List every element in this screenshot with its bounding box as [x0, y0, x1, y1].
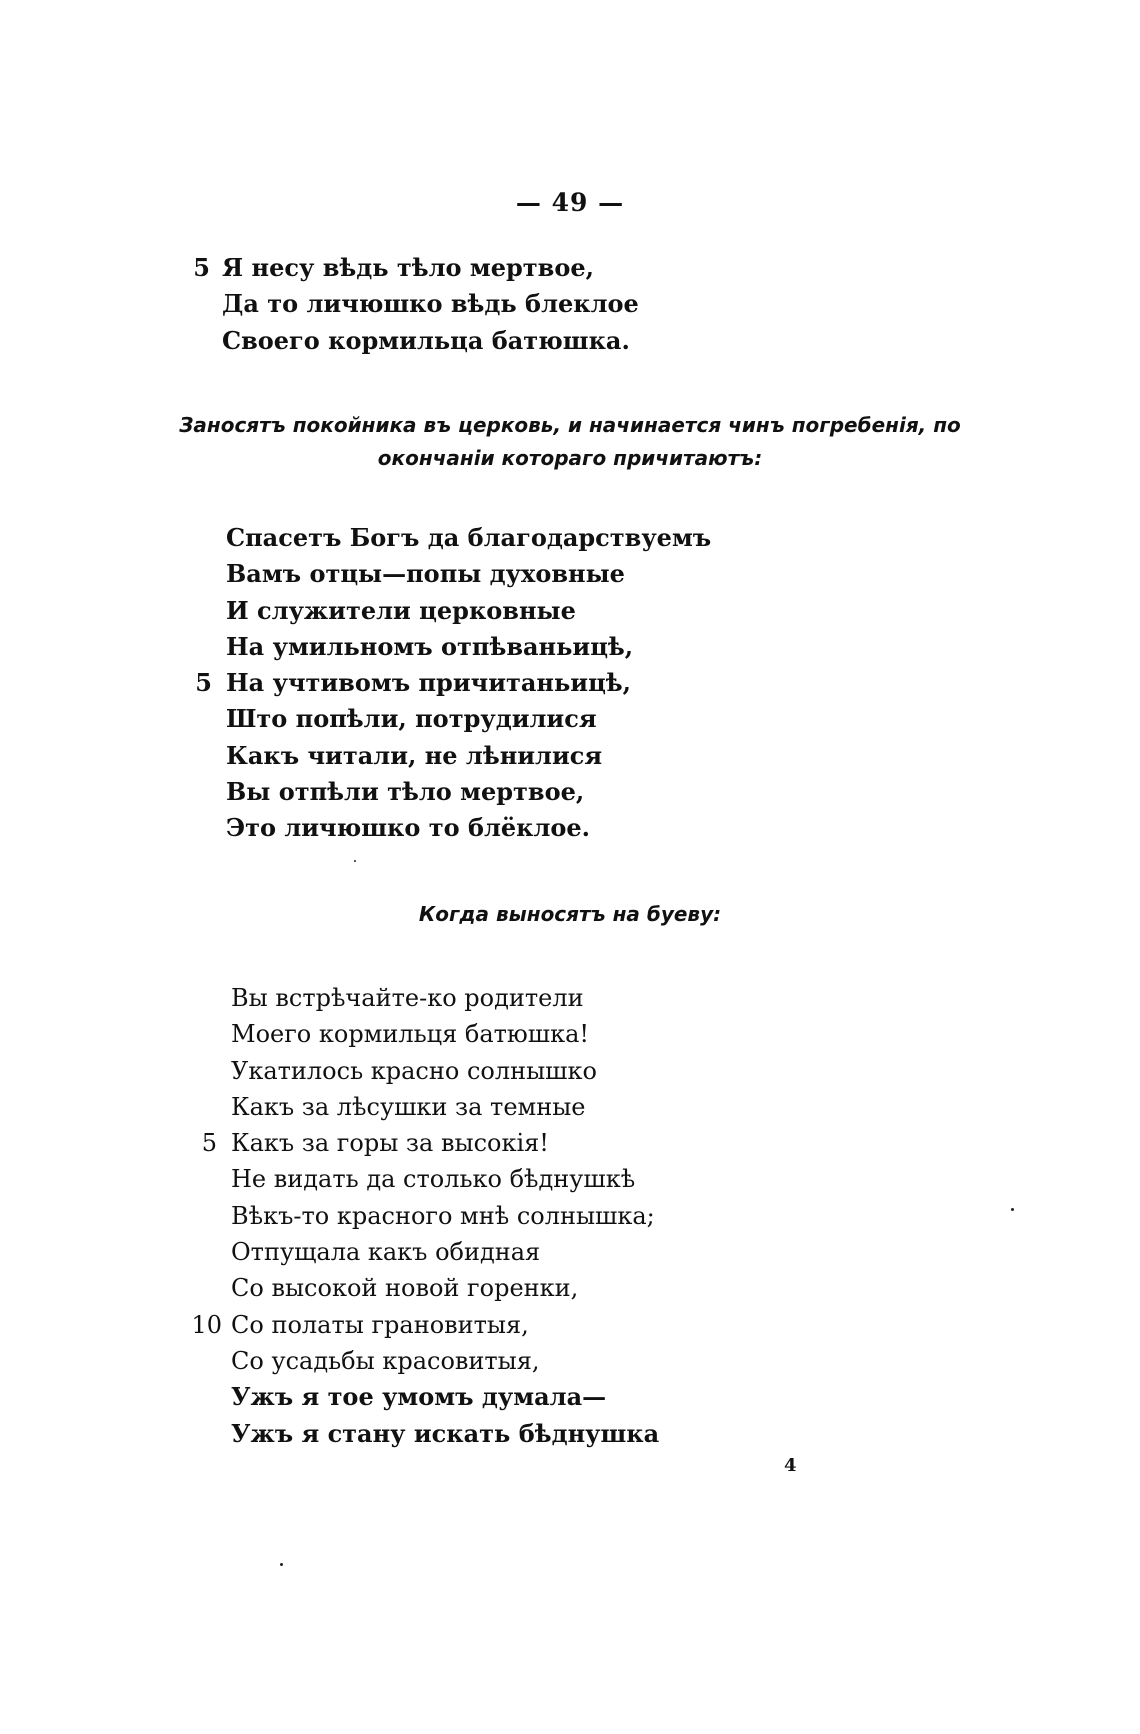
verse-line	[0, 1270, 1140, 1306]
verse-line	[0, 1016, 1140, 1052]
verse-line	[0, 1416, 1140, 1452]
verse-line	[0, 1307, 1140, 1343]
line-number: 5	[195, 668, 212, 698]
stage-direction-1	[0, 409, 1140, 475]
verse-text: Со высокой новой горенки,	[231, 1274, 579, 1303]
verse-line	[0, 629, 1140, 665]
verse-text: Не видать да столько бѣднушкѣ	[231, 1165, 636, 1194]
verse-text: Со полаты грановитыя,	[231, 1310, 529, 1339]
verse-line	[0, 1053, 1140, 1089]
line-number: 10	[191, 1310, 222, 1339]
verse-text: Да то личюшко вѣдь блеклое	[222, 289, 639, 319]
verse-line	[0, 980, 1140, 1016]
verse-text: Ужъ я тое умомъ думала—	[231, 1382, 607, 1412]
verse-line	[0, 1161, 1140, 1197]
verse-text: На учтивомъ причитаньицѣ,	[226, 668, 632, 698]
verse-text: Я несу вѣдь тѣло мертвое,	[222, 253, 594, 282]
verse-text: Какъ за лѣсушки за темные	[231, 1092, 586, 1121]
line-number: 5	[201, 1129, 217, 1158]
stanza-2	[0, 520, 1140, 847]
verse-line	[0, 323, 1140, 359]
scan-speck	[354, 860, 356, 862]
verse-text: Спасетъ Богъ да благодарствуемъ	[226, 523, 712, 552]
verse-text: Своего кормильца батюшка.	[222, 325, 630, 355]
verse-text: Отпущала какъ обидная	[231, 1238, 541, 1267]
verse-line	[0, 810, 1140, 846]
verse-line	[0, 520, 1140, 556]
verse-text: Моего кормильця батюшка!	[231, 1020, 590, 1049]
verse-line	[0, 1234, 1140, 1270]
verse-text: Вѣкъ-то красного мнѣ солнышка;	[231, 1201, 655, 1230]
verse-line	[0, 1343, 1140, 1379]
stage-direction-line: Заносятъ покойника въ церковь, и начинается чинъ погребенія, по	[179, 413, 961, 437]
verse-line	[0, 665, 1140, 701]
signature-mark: 4	[784, 1455, 797, 1476]
stanza-1	[0, 250, 1140, 359]
stanza-3	[0, 980, 1140, 1452]
verse-text: Это личюшко то блёклое.	[226, 813, 591, 843]
verse-text: Какъ за горы за высокія!	[231, 1129, 549, 1158]
verse-line	[0, 701, 1140, 737]
line-number: 5	[193, 253, 210, 282]
verse-text: Што попѣли, потрудилися	[226, 704, 597, 734]
scan-speck	[1011, 1208, 1014, 1211]
verse-text: Вы отпѣли тѣло мертвое,	[226, 777, 585, 807]
verse-text: Вамъ отцы—попы духовные	[226, 559, 625, 589]
verse-line	[0, 250, 1140, 286]
stage-direction-line: окончаніи котораго причитаютъ:	[377, 446, 763, 470]
verse-text: На умильномъ отпѣваньицѣ,	[226, 631, 634, 661]
stage-direction-line: Когда выносятъ на буеву:	[418, 902, 722, 926]
verse-text: Ужъ я стану искать бѣднушка	[231, 1418, 660, 1448]
verse-text: Какъ читали, не лѣнилися	[226, 740, 603, 770]
verse-text: Укатилось красно солнышко	[231, 1056, 597, 1085]
verse-line	[0, 774, 1140, 810]
verse-line	[0, 593, 1140, 629]
verse-line	[0, 286, 1140, 322]
verse-line	[0, 556, 1140, 592]
verse-line	[0, 1379, 1140, 1415]
verse-text: Вы встрѣчайте-ко родители	[231, 984, 584, 1012]
verse-line	[0, 738, 1140, 774]
verse-line	[0, 1089, 1140, 1125]
scan-speck	[280, 1563, 283, 1566]
stage-direction-2	[0, 898, 1140, 931]
verse-text: И служители церковные	[226, 595, 576, 625]
verse-line	[0, 1198, 1140, 1234]
verse-line	[0, 1125, 1140, 1161]
verse-text: Со усадьбы красовитыя,	[231, 1346, 540, 1375]
page-number: — 49 —	[515, 188, 625, 217]
